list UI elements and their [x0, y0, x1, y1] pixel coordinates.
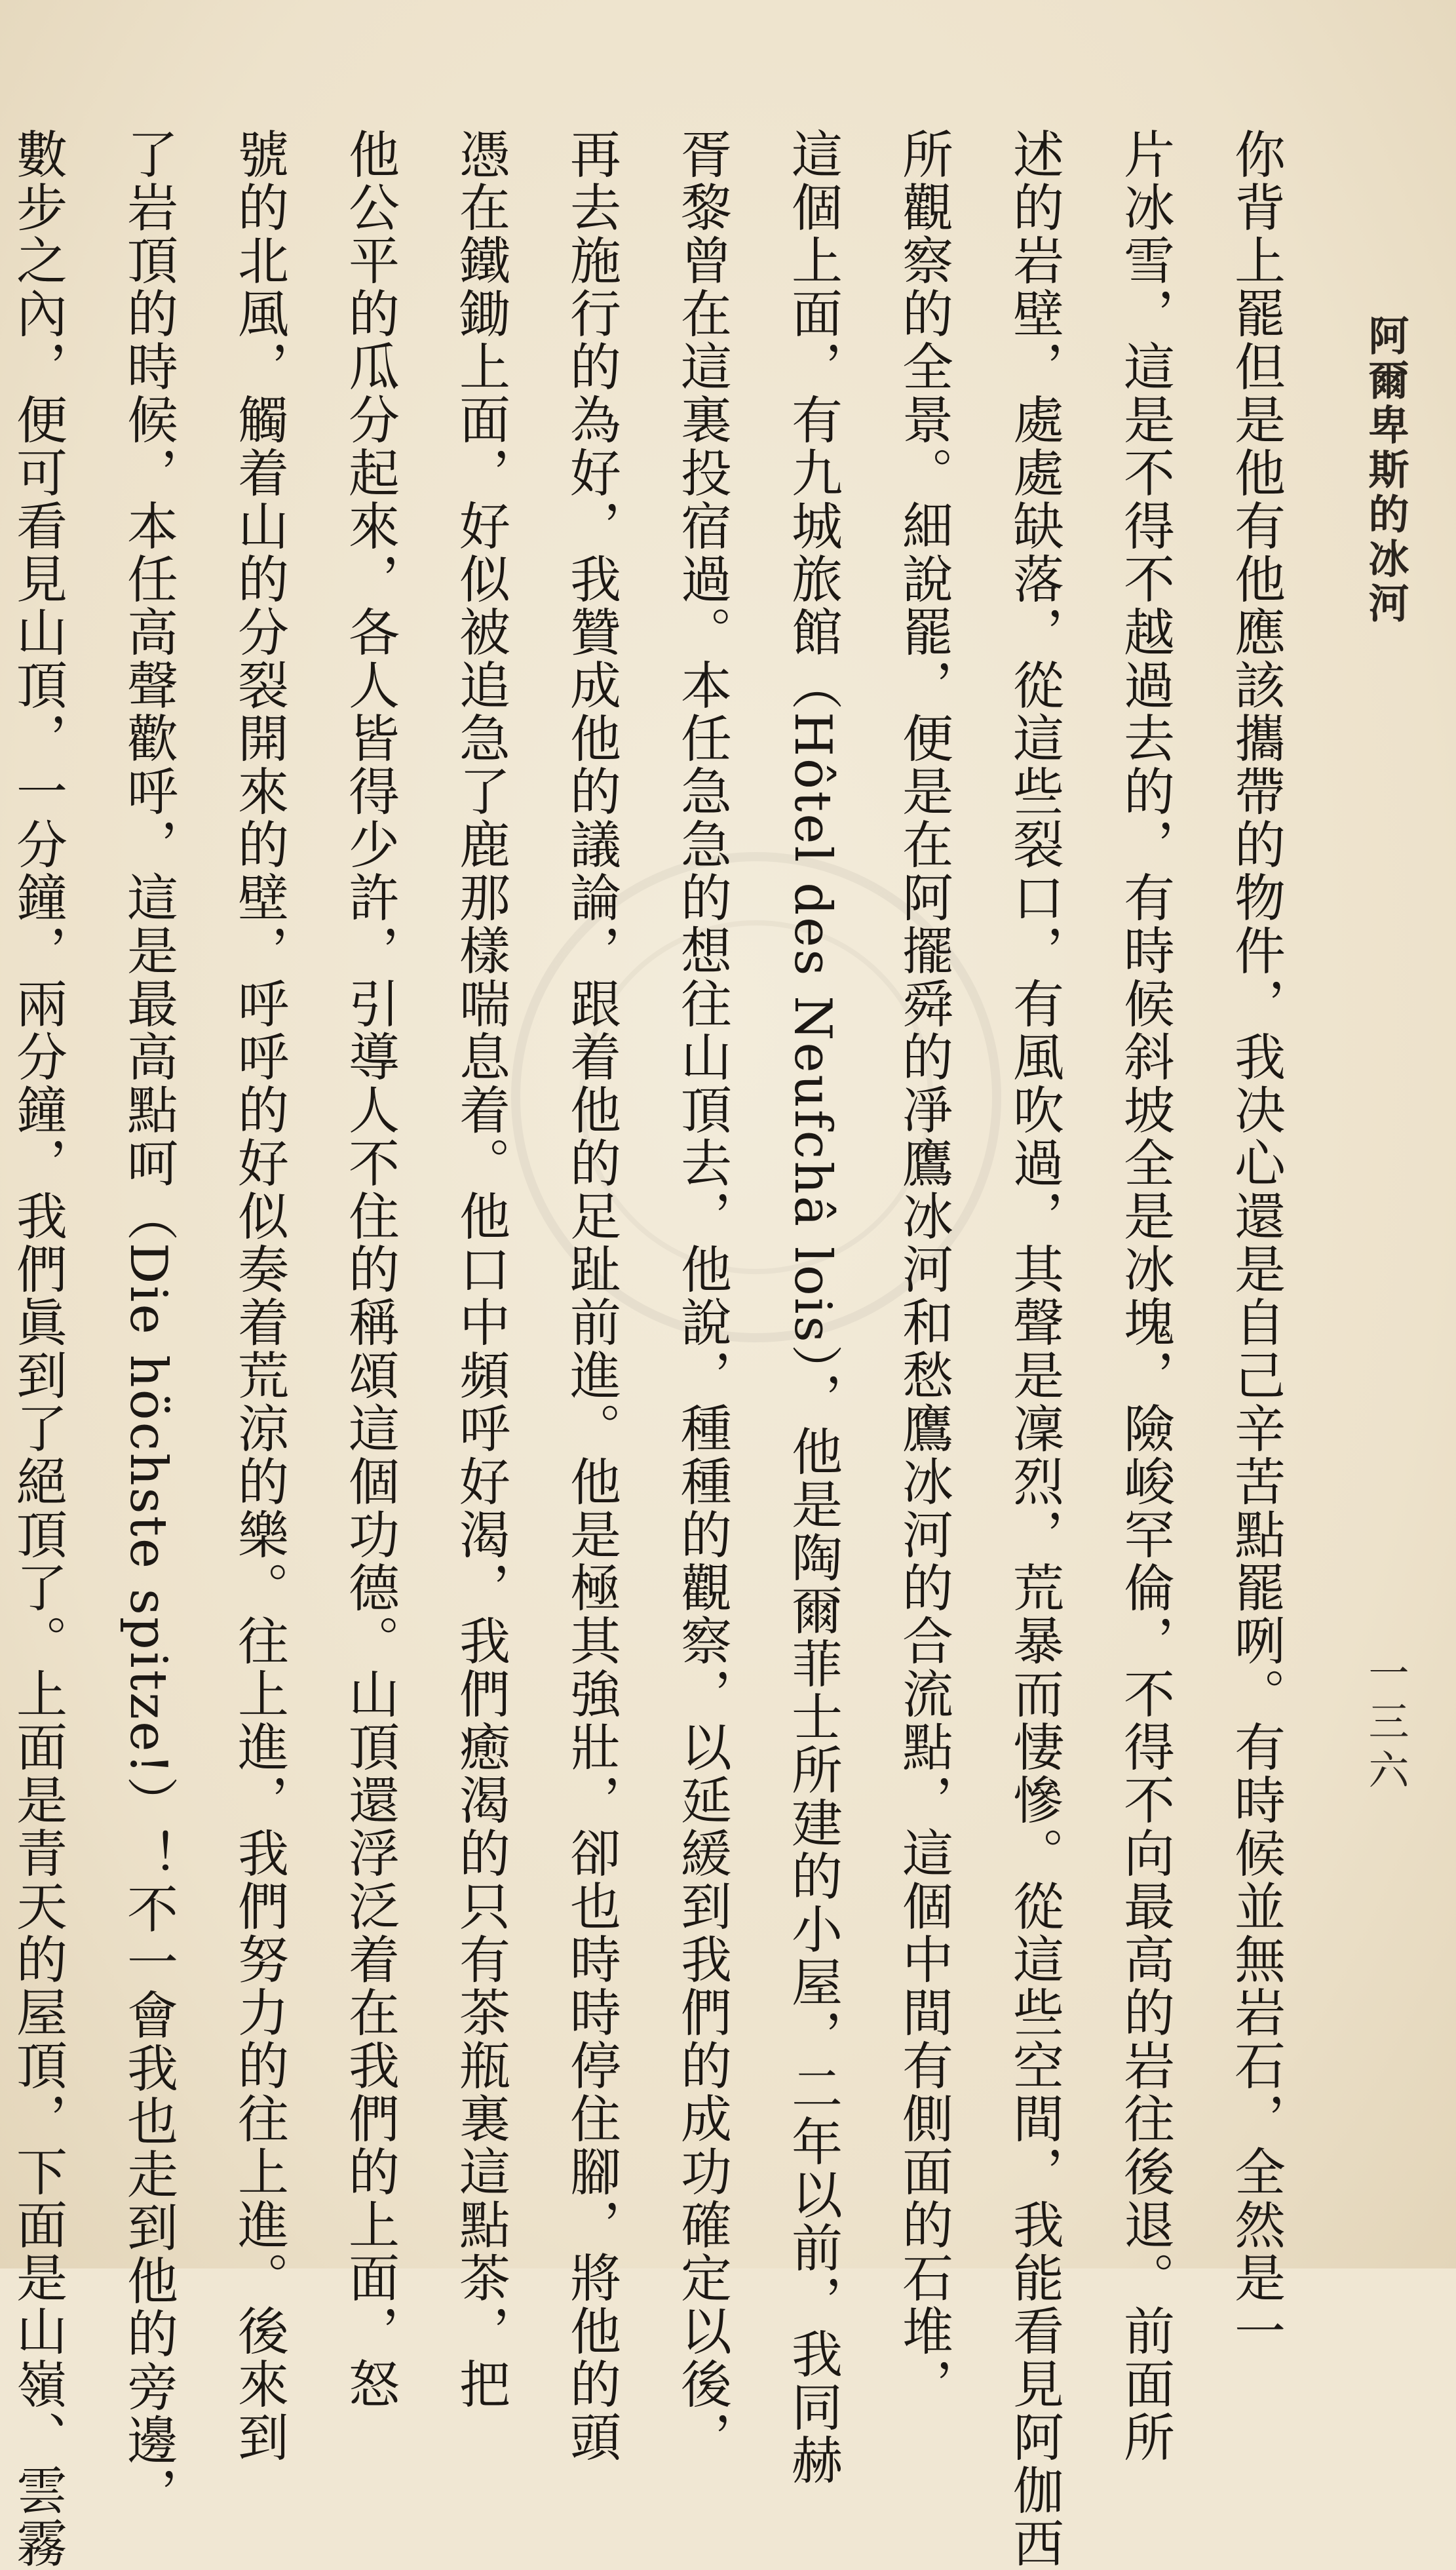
text-column: 片冰雪，這是不得不越過去的，有時候斜坡全是冰塊，險峻罕倫，不得不向最高的岩往後退。前面所: [1115, 128, 1174, 2464]
body-text: [8, 128, 1311, 2570]
running-title: 阿爾卑斯的冰河: [1362, 315, 1409, 627]
text-column: 所觀察的全景。細說罷，便是在阿擺舜的凈鷹冰河和愁鷹冰河的合流點，這個中間有側面的石堆，: [894, 128, 953, 2411]
text-column: 再去施行的為好，我贊成他的議論，跟着他的足趾前進。他是極其強壯，卻也時時停住腳，將他的頭: [562, 128, 621, 2464]
text-column: 號的北風，觸着山的分裂開來的壁，呼呼的好似奏着荒涼的樂。往上進，我們努力的往上進。後來到: [229, 128, 288, 2464]
text-column: 你背上罷但是他有他應該攜帶的物件，我决心還是自己辛苦點罷咧。有時候並無岩石，全然是一: [1226, 128, 1285, 2358]
text-column: 了岩頂的時候，本任高聲歡呼，這是最高點呵（Die höchste spitze!）！不一會我也走到他的旁邊，: [119, 128, 178, 2520]
text-column: 述的岩壁，處處缺落，從這些裂口，有風吹過，其聲是凜烈，荒暴而悽慘。從這些空間，我能看見阿伽西: [1005, 128, 1063, 2570]
text-column: 他公平的瓜分起來，各人皆得少許，引導人不住的稱頌這個功德。山頂還浮泛着在我們的上面，怒: [340, 128, 399, 2411]
text-column: 這個上面，有九城旅館（Hôtel des Neufchâ lois），他是陶爾菲士所建的小屋，二年以前，我同赫: [783, 128, 842, 2487]
text-column: 胥黎曾在這裏投宿過。本任急急的想往山頂去，他說，種種的觀察，以延緩到我們的成功確定以後，: [672, 128, 731, 2464]
text-column: 憑在鐵鋤上面，好似被追急了鹿那樣喘息着。他口中頻呼好渴，我們癒渴的只有茶瓶裏這點茶，把: [451, 128, 510, 2411]
page-number: 一三六: [1362, 1652, 1409, 1797]
text-column: 數步之內，便可看見山頂，一分鐘，兩分鐘，我們眞到了絕頂了。上面是青天的屋頂，下面是山嶺、雲霧: [8, 128, 67, 2570]
